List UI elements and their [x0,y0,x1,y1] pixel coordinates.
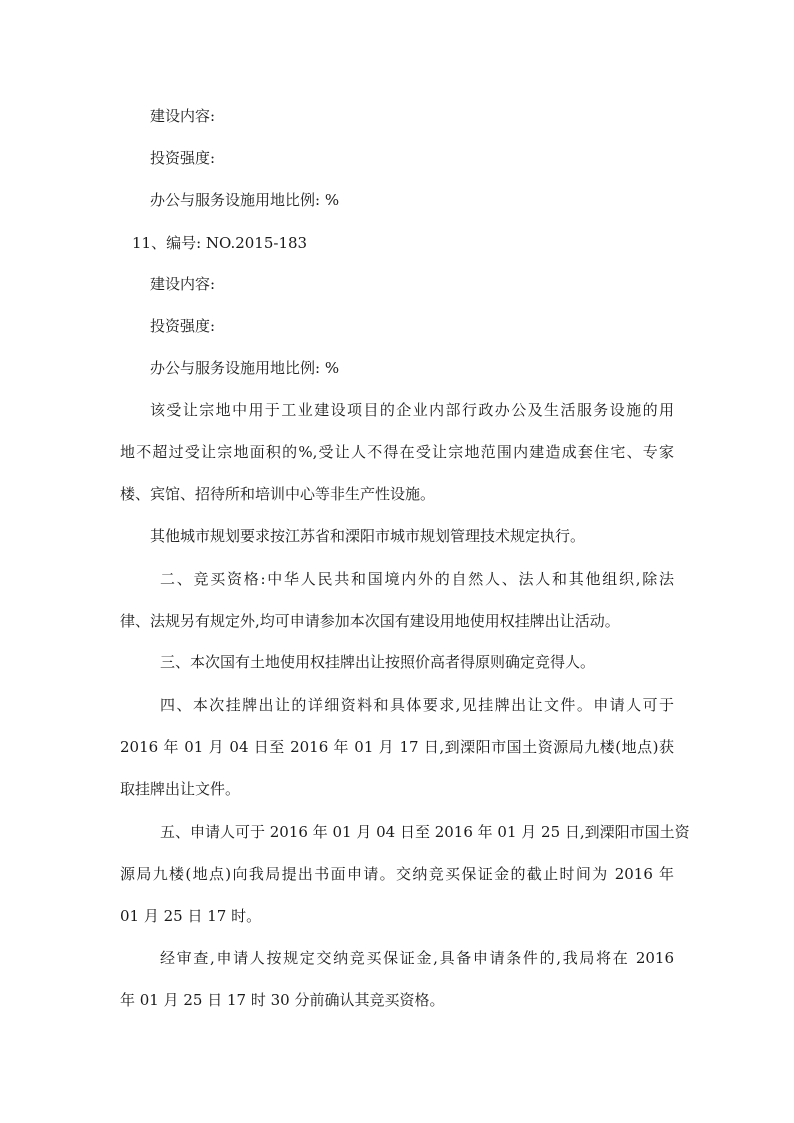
construction-content-label: 建设内容: [150,107,216,125]
section-3-paragraph: 三、本次国有土地使用权挂牌出让按照价高者得原则确定竞得人。 [160,653,596,671]
section-4-line-2: 2016 年 01 月 04 日至 2016 年 01 月 17 日,到溧阳市国土资源局九楼(地点)获 [120,738,674,756]
office-limit-paragraph-line-1: 该受让宗地中用于工业建设项目的企业内部行政办公及生活服务设施的用 [150,401,674,419]
office-ratio-label: 办公与服务设施用地比例: % [150,191,340,209]
investment-intensity-label: 投资强度: [150,149,216,167]
item-11-investment-intensity-label: 投资强度: [150,317,216,335]
section-5-line-3: 01 月 25 日 17 时。 [120,907,262,925]
section-5-line-2: 源局九楼(地点)向我局提出书面申请。交纳竞买保证金的截止时间为 2016 年 [120,865,674,883]
section-2-line-1: 二、竞买资格:中华人民共和国境内外的自然人、法人和其他组织,除法 [160,570,674,588]
section-4-line-3: 取挂牌出让文件。 [120,780,241,798]
section-4-line-1: 四、本次挂牌出让的详细资料和具体要求,见挂牌出让文件。申请人可于 [160,696,674,714]
item-11-construction-content-label: 建设内容: [150,275,216,293]
section-2-line-2: 律、法规另有规定外,均可申请参加本次国有建设用地使用权挂牌出让活动。 [120,612,620,630]
office-limit-paragraph-line-2: 地不超过受让宗地面积的%,受让人不得在受让宗地范围内建造成套住宅、专家 [120,443,674,461]
office-limit-paragraph-line-3: 楼、宾馆、招待所和培训中心等非生产性设施。 [120,485,436,503]
item-11-office-ratio-label: 办公与服务设施用地比例: % [150,359,340,377]
section-5-line-1: 五、申请人可于 2016 年 01 月 04 日至 2016 年 01 月 25 日,到溧阳市国土资 [160,823,690,841]
review-paragraph-line-2: 年 01 月 25 日 17 时 30 分前确认其竞买资格。 [120,991,445,1009]
planning-requirements-paragraph: 其他城市规划要求按江苏省和溧阳市城市规划管理技术规定执行。 [150,527,586,545]
item-11-heading: 11、编号: NO.2015-183 [132,234,308,252]
review-paragraph-line-1: 经审查,申请人按规定交纳竞买保证金,具备申请条件的,我局将在 2016 [160,949,674,967]
